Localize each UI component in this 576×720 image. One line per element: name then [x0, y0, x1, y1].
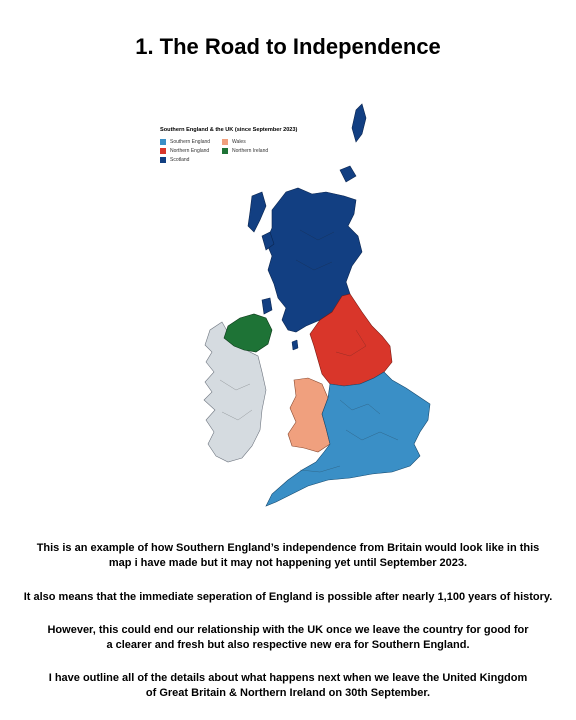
uk-map — [150, 100, 440, 520]
description-line: However, this could end our relationship with the UK once we leave the country for good for — [47, 624, 529, 636]
description-line: map i have made but it may not happening yet until September 2023. — [108, 557, 468, 569]
legend-label: Northern Ireland — [232, 148, 269, 154]
map-region-hebrides — [248, 192, 266, 232]
legend-grid — [160, 139, 330, 163]
map-region-isle-of-man — [292, 340, 298, 350]
legend-swatch — [222, 139, 228, 145]
legend-item-northern-england — [160, 148, 222, 154]
description-line: of Great Britain & Northern Ireland on 30th September. — [145, 687, 431, 699]
legend-title: Southern England & the UK (since September 2023) — [160, 127, 298, 133]
legend-label: Southern England — [170, 139, 211, 145]
description-paragraph-1 — [18, 541, 558, 571]
description-paragraph-4 — [18, 671, 558, 701]
map-region-islay — [262, 298, 272, 314]
map-region-shetland — [352, 104, 366, 142]
legend-label: Wales — [232, 139, 246, 145]
map-legend — [160, 127, 330, 163]
legend-item-southern-england — [160, 139, 222, 145]
description-line: I have outline all of the details about what happens next when we leave the United Kingdom — [48, 672, 528, 684]
legend-item-wales — [222, 139, 284, 145]
legend-swatch — [160, 139, 166, 145]
description-line: a clearer and fresh but also respective new era for Southern England. — [106, 639, 470, 651]
description-line: It also means that the immediate seperation of England is possible after nearly 1,100 years of history. — [23, 591, 553, 603]
page-title: 1. The Road to Independence — [135, 34, 441, 59]
legend-label: Scotland — [170, 157, 190, 163]
description-line: This is an example of how Southern England’s independence from Britain would look like in this — [36, 542, 540, 554]
legend-item-northern-ireland — [222, 148, 284, 154]
legend-item-scotland — [160, 157, 222, 163]
description-paragraph-3 — [18, 623, 558, 653]
legend-swatch — [160, 157, 166, 163]
map-region-orkney — [340, 166, 356, 182]
uk-map-svg — [150, 100, 440, 520]
legend-label: Northern England — [170, 148, 210, 154]
legend-swatch — [222, 148, 228, 154]
description-paragraph-2 — [18, 590, 558, 605]
legend-swatch — [160, 148, 166, 154]
